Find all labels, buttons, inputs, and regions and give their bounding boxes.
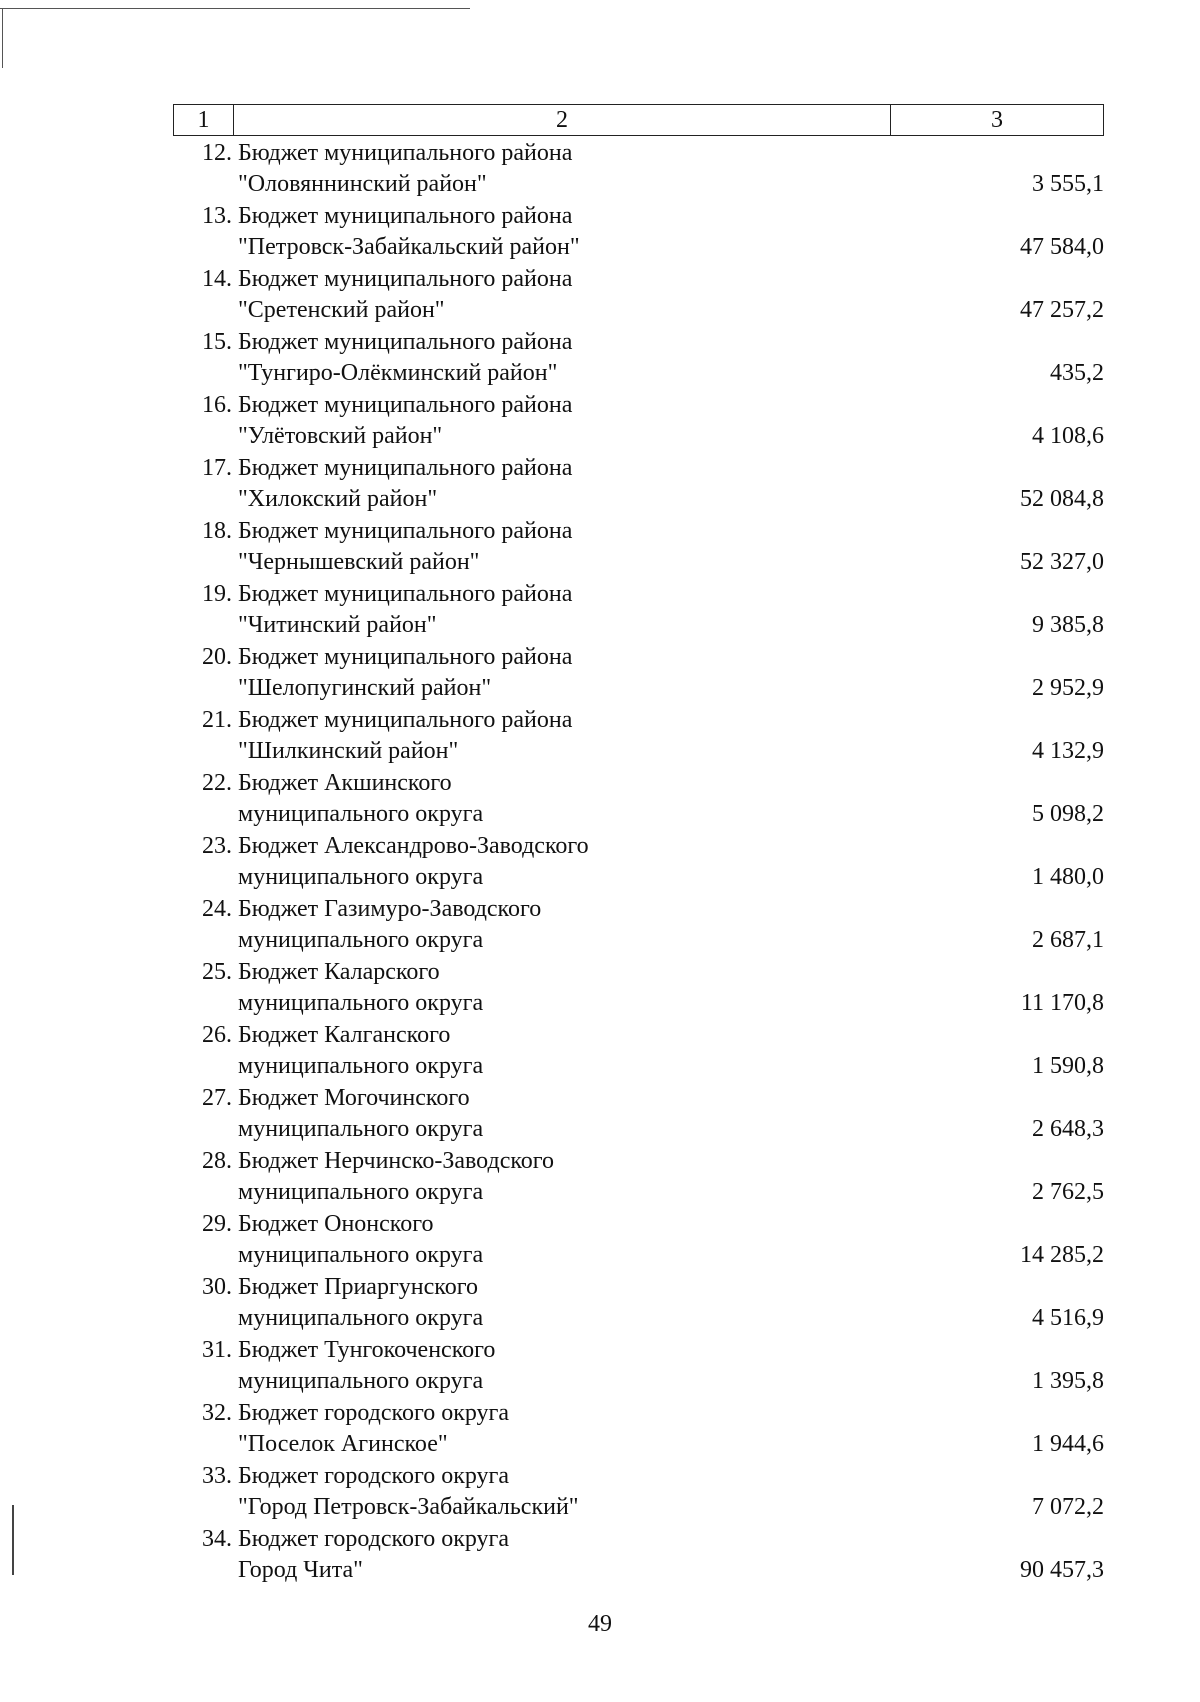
budget-name-line-2: "Поселок Агинское" — [238, 1431, 448, 1457]
table-row — [173, 894, 1104, 957]
budget-name — [238, 579, 878, 641]
row-number: 15. — [202, 329, 232, 355]
budget-name — [238, 705, 878, 767]
row-number: 32. — [202, 1400, 232, 1426]
row-number: 14. — [202, 266, 232, 292]
row-number: 16. — [202, 392, 232, 418]
budget-name-line-2: муниципального округа — [238, 801, 484, 827]
budget-amount: 9 385,8 — [1032, 612, 1104, 638]
table-row — [173, 705, 1104, 768]
row-number: 17. — [202, 455, 232, 481]
budget-name-line-2: муниципального округа — [238, 990, 484, 1016]
budget-name-line-2: "Тунгиро-Олёкминский район" — [238, 360, 558, 386]
row-number: 25. — [202, 959, 232, 985]
budget-name-line-2: "Улётовский район" — [238, 423, 443, 449]
column-header-3: 3 — [891, 105, 1104, 136]
budget-amount: 1 480,0 — [1032, 864, 1104, 890]
table-row — [173, 642, 1104, 705]
budget-amount: 90 457,3 — [1020, 1557, 1104, 1583]
budget-amount: 4 516,9 — [1032, 1305, 1104, 1331]
budget-name-line-1: Бюджет городского округа — [238, 1463, 510, 1489]
budget-name-line-1: Бюджет муниципального района — [238, 707, 573, 733]
budget-name — [238, 1209, 878, 1271]
budget-name — [238, 516, 878, 578]
budget-name — [238, 327, 878, 389]
column-header-2: 2 — [234, 105, 891, 136]
row-number: 24. — [202, 896, 232, 922]
table-row — [173, 768, 1104, 831]
budget-name — [238, 1461, 878, 1523]
budget-name — [238, 138, 878, 200]
budget-amount: 47 257,2 — [1020, 297, 1104, 323]
budget-name — [238, 768, 878, 830]
table-row — [173, 1524, 1104, 1587]
row-number: 28. — [202, 1148, 232, 1174]
budget-name-line-1: Бюджет муниципального района — [238, 581, 573, 607]
table-row — [173, 1020, 1104, 1083]
budget-name-line-2: "Оловяннинский район" — [238, 171, 487, 197]
budget-name-line-1: Бюджет Акшинского — [238, 770, 452, 796]
budget-name — [238, 1335, 878, 1397]
budget-name-line-1: Бюджет муниципального района — [238, 518, 573, 544]
budget-name-line-2: "Город Петровск-Забайкальский" — [238, 1494, 579, 1520]
row-number: 18. — [202, 518, 232, 544]
budget-name-line-2: муниципального округа — [238, 1242, 484, 1268]
budget-name-line-1: Бюджет муниципального района — [238, 140, 573, 166]
row-number: 27. — [202, 1085, 232, 1111]
budget-amount: 47 584,0 — [1020, 234, 1104, 260]
budget-name-line-2: "Сретенский район" — [238, 297, 445, 323]
budget-amount: 4 132,9 — [1032, 738, 1104, 764]
budget-name-line-1: Бюджет Тунгокоченского — [238, 1337, 496, 1363]
budget-name — [238, 831, 878, 893]
budget-name-line-1: Бюджет Александрово-Заводского — [238, 833, 589, 859]
budget-name-line-1: Бюджет муниципального района — [238, 644, 573, 670]
budget-name-line-1: Бюджет Каларского — [238, 959, 440, 985]
budget-name-line-1: Бюджет городского округа — [238, 1400, 510, 1426]
budget-name-line-1: Бюджет Могочинского — [238, 1085, 470, 1111]
row-number: 21. — [202, 707, 232, 733]
budget-amount: 1 590,8 — [1032, 1053, 1104, 1079]
budget-name-line-2: муниципального округа — [238, 864, 484, 890]
budget-name-line-1: Бюджет Ононского — [238, 1211, 434, 1237]
budget-name-line-1: Бюджет муниципального района — [238, 455, 573, 481]
budget-name — [238, 453, 878, 515]
row-number: 26. — [202, 1022, 232, 1048]
budget-name — [238, 1272, 878, 1334]
budget-name — [238, 894, 878, 956]
budget-name-line-2: "Шилкинский район" — [238, 738, 459, 764]
budget-name-line-2: муниципального округа — [238, 1179, 484, 1205]
page-number: 49 — [588, 1611, 612, 1637]
row-number: 13. — [202, 203, 232, 229]
budget-amount: 7 072,2 — [1032, 1494, 1104, 1520]
budget-amount: 52 327,0 — [1020, 549, 1104, 575]
table-row — [173, 1398, 1104, 1461]
budget-name-line-1: Бюджет муниципального района — [238, 203, 573, 229]
budget-name-line-2: муниципального округа — [238, 1368, 484, 1394]
table-row — [173, 453, 1104, 516]
budget-name-line-2: муниципального округа — [238, 1305, 484, 1331]
row-number: 23. — [202, 833, 232, 859]
budget-rows-list — [173, 138, 1104, 1587]
scan-border-top — [0, 8, 470, 9]
budget-name-line-1: Бюджет муниципального района — [238, 392, 573, 418]
budget-name-line-2: "Петровск-Забайкальский район" — [238, 234, 580, 260]
budget-name-line-2: Город Чита" — [238, 1557, 363, 1583]
budget-amount: 1 944,6 — [1032, 1431, 1104, 1457]
budget-name-line-2: "Читинский район" — [238, 612, 437, 638]
table-row — [173, 516, 1104, 579]
budget-name-line-1: Бюджет Приаргунского — [238, 1274, 478, 1300]
table-row — [173, 1335, 1104, 1398]
budget-name — [238, 264, 878, 326]
budget-name-line-1: Бюджет Калганского — [238, 1022, 451, 1048]
table-row — [173, 957, 1104, 1020]
budget-name-line-1: Бюджет городского округа — [238, 1526, 510, 1552]
budget-name-line-2: "Хилокский район" — [238, 486, 438, 512]
row-number: 33. — [202, 1463, 232, 1489]
table-row — [173, 138, 1104, 201]
column-header-1: 1 — [174, 105, 234, 136]
row-number: 29. — [202, 1211, 232, 1237]
scan-border-left — [2, 8, 3, 68]
column-header-table — [173, 104, 1104, 136]
budget-amount: 11 170,8 — [1020, 990, 1104, 1016]
row-number: 12. — [202, 140, 232, 166]
table-row — [173, 1272, 1104, 1335]
table-row — [173, 327, 1104, 390]
budget-amount: 435,2 — [1050, 360, 1104, 386]
table-row — [173, 831, 1104, 894]
budget-name-line-2: муниципального округа — [238, 1116, 484, 1142]
budget-name-line-2: "Чернышевский район" — [238, 549, 480, 575]
budget-name-line-1: Бюджет Нерчинско-Заводского — [238, 1148, 555, 1174]
row-number: 22. — [202, 770, 232, 796]
table-row — [173, 390, 1104, 453]
budget-amount: 5 098,2 — [1032, 801, 1104, 827]
budget-name — [238, 201, 878, 263]
budget-name-line-1: Бюджет муниципального района — [238, 266, 573, 292]
budget-name — [238, 1146, 878, 1208]
budget-amount: 1 395,8 — [1032, 1368, 1104, 1394]
budget-amount: 4 108,6 — [1032, 423, 1104, 449]
budget-name — [238, 1398, 878, 1460]
row-number: 30. — [202, 1274, 232, 1300]
row-number: 19. — [202, 581, 232, 607]
budget-amount: 2 687,1 — [1032, 927, 1104, 953]
table-row — [173, 579, 1104, 642]
row-number: 20. — [202, 644, 232, 670]
budget-name-line-1: Бюджет Газимуро-Заводского — [238, 896, 542, 922]
budget-amount: 14 285,2 — [1020, 1242, 1104, 1268]
budget-amount: 2 648,3 — [1032, 1116, 1104, 1142]
table-row — [173, 201, 1104, 264]
table-row — [173, 1461, 1104, 1524]
row-number: 34. — [202, 1526, 232, 1552]
budget-name-line-2: муниципального округа — [238, 1053, 484, 1079]
budget-name — [238, 390, 878, 452]
column-header-row — [174, 105, 1104, 136]
budget-name — [238, 957, 878, 1019]
budget-name — [238, 642, 878, 704]
scan-edge-mark — [12, 1505, 14, 1575]
budget-name-line-1: Бюджет муниципального района — [238, 329, 573, 355]
table-row — [173, 1083, 1104, 1146]
budget-name — [238, 1083, 878, 1145]
budget-amount: 2 762,5 — [1032, 1179, 1104, 1205]
table-row — [173, 1146, 1104, 1209]
budget-name-line-2: "Шелопугинский район" — [238, 675, 492, 701]
budget-name-line-2: муниципального округа — [238, 927, 484, 953]
row-number: 31. — [202, 1337, 232, 1363]
budget-amount: 52 084,8 — [1020, 486, 1104, 512]
budget-name — [238, 1524, 878, 1586]
table-row — [173, 1209, 1104, 1272]
budget-amount: 3 555,1 — [1032, 171, 1104, 197]
table-row — [173, 264, 1104, 327]
budget-name — [238, 1020, 878, 1082]
budget-amount: 2 952,9 — [1032, 675, 1104, 701]
